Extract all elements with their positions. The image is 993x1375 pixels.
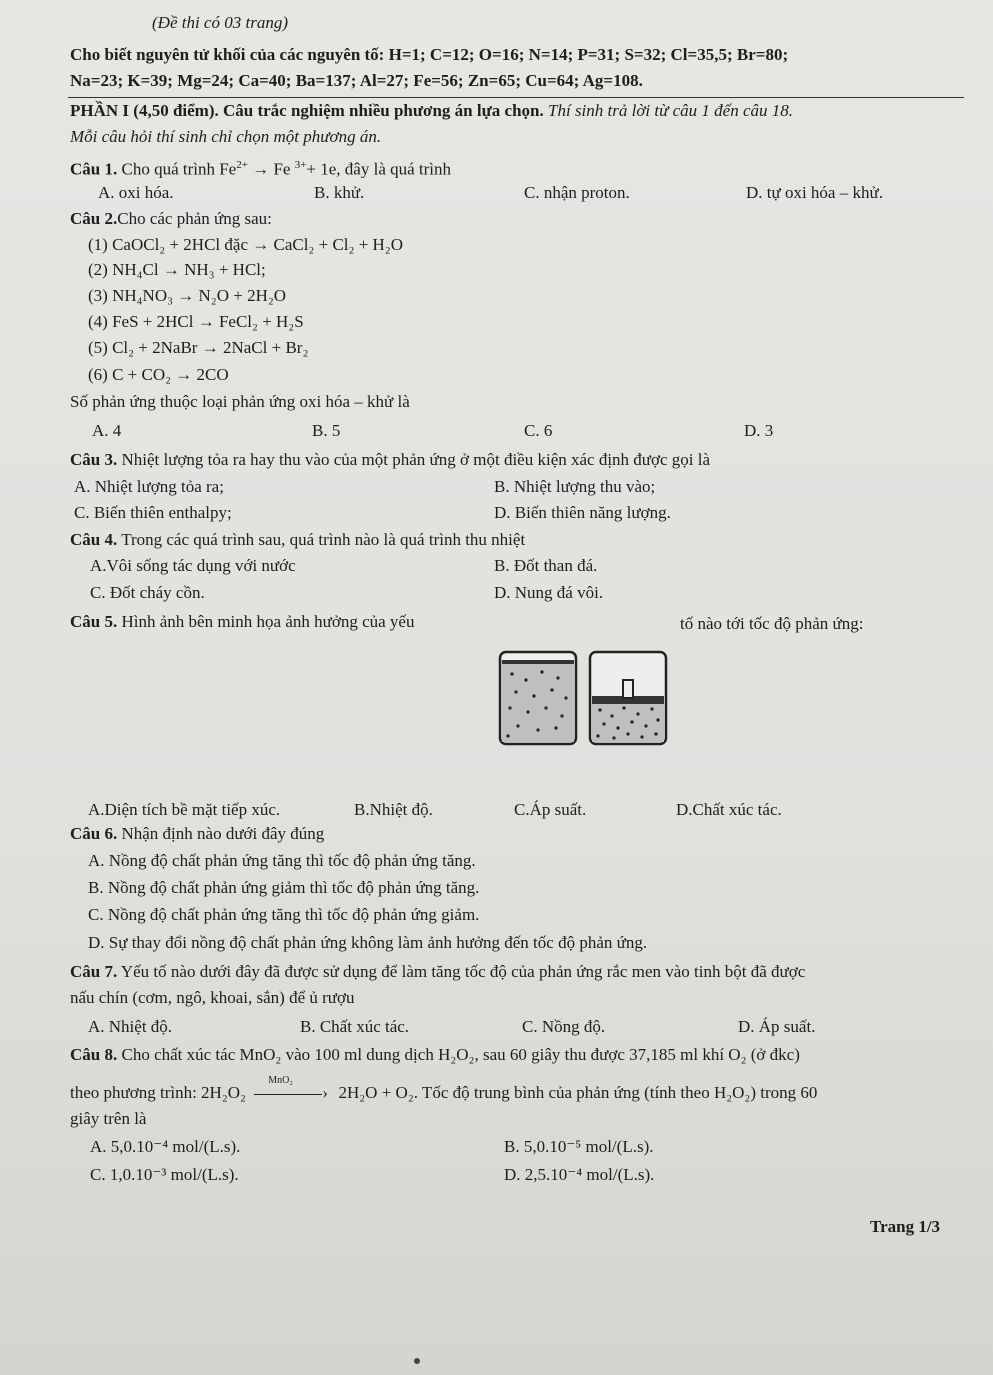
question-1: Câu 1. Cho quá trình $Fe^{2+} \to Fe$ $^{3+}$+ 1e, đây là quá trình: [70, 159, 452, 179]
reaction-3: (3) NH₄NO₃ → N₂O + 2H₂O: [88, 286, 287, 305]
reaction-5: (5) Cl₂ + 2NaBr → 2NaCl + Br₂: [88, 338, 309, 357]
q1-option-b[interactable]: B. khử.: [314, 183, 365, 202]
part1-instruction-2: Mỗi câu hỏi thí sinh chỉ chọn một phương án.: [70, 127, 382, 146]
q8-option-b[interactable]: B. 5,0.10⁻⁵ mol/(L.s).: [504, 1137, 654, 1156]
reaction-6: (6) C + CO₂ → 2CO: [88, 365, 229, 384]
reaction-2: (2) NH₄Cl → NH₃ + HCl;: [88, 260, 266, 279]
q8-option-c[interactable]: C. 1,0.10⁻³ mol/(L.s).: [90, 1165, 239, 1184]
question-5: Câu 5. Hình ảnh bên minh họa ảnh hưởng của yếu: [70, 612, 415, 631]
q5-text-right: tố nào tới tốc độ phản ứng:: [680, 614, 864, 633]
q2-option-a[interactable]: A. 4: [92, 421, 122, 440]
q4-option-d[interactable]: D. Nung đá vôi.: [494, 583, 604, 602]
q3-option-b[interactable]: B. Nhiệt lượng thu vào;: [494, 477, 656, 496]
q8-option-d[interactable]: D. 2,5.10⁻⁴ mol/(L.s).: [504, 1165, 655, 1184]
q1-option-d[interactable]: D. tự oxi hóa – khử.: [746, 183, 883, 202]
q6-option-b[interactable]: B. Nồng độ chất phản ứng giảm thì tốc độ phản ứng tăng.: [88, 878, 480, 897]
q2-option-b[interactable]: B. 5: [312, 421, 341, 440]
q2-option-d[interactable]: D. 3: [744, 421, 774, 440]
q8-option-a[interactable]: A. 5,0.10⁻⁴ mol/(L.s).: [90, 1137, 241, 1156]
q5-option-a[interactable]: A.Diện tích bề mặt tiếp xúc.: [88, 800, 281, 819]
question-4: Câu 4. Trong các quá trình sau, quá trình nào là quá trình thu nhiệt: [70, 530, 526, 549]
paper-mark: [414, 1358, 420, 1364]
question-8: Câu 8. Cho chất xúc tác MnO₂ vào 100 ml dung dịch H₂O₂, sau 60 giây thu được 37,185 ml khí O₂ (ở đkc): [70, 1045, 800, 1064]
q5-option-b[interactable]: B.Nhiệt độ.: [354, 800, 433, 819]
q5-option-c[interactable]: C.Áp suất.: [514, 800, 587, 819]
question-6: Câu 6. Nhận định nào dưới đây đúng: [70, 824, 325, 843]
part1-title: PHẦN I (4,50 điểm). Câu trắc nghiệm nhiều phương án lựa chọn.: [70, 101, 544, 120]
q7-text-2: nấu chín (cơm, ngô, khoai, sắn) để ủ rượu: [70, 988, 355, 1007]
q4-option-b[interactable]: B. Đốt than đá.: [494, 556, 598, 575]
divider: [68, 97, 964, 98]
q6-option-d[interactable]: D. Sự thay đổi nồng độ chất phản ứng không làm ảnh hưởng đến tốc độ phản ứng.: [88, 933, 648, 952]
q4-option-a[interactable]: A.Vôi sống tác dụng với nước: [90, 556, 296, 575]
page-number: Trang 1/3: [870, 1217, 941, 1236]
part1-heading: [70, 100, 793, 122]
catalyst-arrow: MnO₂ ›: [254, 1082, 330, 1104]
question-label: Câu 1.: [70, 159, 118, 179]
q2-option-c[interactable]: C. 6: [524, 421, 553, 440]
q1-option-c[interactable]: C. nhận proton.: [524, 183, 630, 202]
reaction-4: (4) FeS + 2HCl → FeCl₂ + H₂S: [88, 312, 304, 331]
q8-text-3: giây trên là: [70, 1109, 147, 1128]
q8-equation-line: theo phương trình: 2H₂O₂ MnO₂ › 2H₂O + O₂. Tốc độ trung bình của phản ứng (tính theo H₂O₂) trong 60: [70, 1075, 818, 1102]
reaction-1: (1) CaOCl₂ + 2HCl đặc → CaCl₂ + Cl₂ + H₂O: [88, 235, 404, 254]
q1-option-a[interactable]: A. oxi hóa.: [98, 183, 174, 202]
part1-instruction: Thí sinh trả lời từ câu 1 đến câu 18.: [548, 101, 794, 120]
beaker-illustration: [496, 646, 676, 748]
question-7: Câu 7. Yếu tố nào dưới đây đã được sử dụng để làm tăng tốc độ của phản ứng rắc men vào tinh bột đã được: [70, 962, 806, 981]
q7-option-d[interactable]: D. Áp suất.: [738, 1017, 816, 1036]
atomic-mass-line-2: Na=23; K=39; Mg=24; Ca=40; Ba=137; Al=27; Fe=56; Zn=65; Cu=64; Ag=108.: [70, 71, 643, 90]
q2-question: Số phản ứng thuộc loại phản ứng oxi hóa – khử là: [70, 392, 410, 411]
q5-option-d[interactable]: D.Chất xúc tác.: [676, 800, 782, 819]
q6-option-a[interactable]: A. Nồng độ chất phản ứng tăng thì tốc độ phản ứng tăng.: [88, 851, 476, 870]
page-count-note: (Đề thi có 03 trang): [152, 13, 288, 32]
q7-option-b[interactable]: B. Chất xúc tác.: [300, 1017, 410, 1036]
question-2: Câu 2.Cho các phản ứng sau:: [70, 209, 272, 228]
q3-option-d[interactable]: D. Biến thiên năng lượng.: [494, 503, 671, 522]
q7-option-c[interactable]: C. Nồng độ.: [522, 1017, 606, 1036]
q3-option-a[interactable]: A. Nhiệt lượng tỏa ra;: [74, 477, 224, 496]
q4-option-c[interactable]: C. Đốt cháy cồn.: [90, 583, 205, 602]
q6-option-c[interactable]: C. Nồng độ chất phản ứng tăng thì tốc độ phản ứng giảm.: [88, 905, 480, 924]
question-3: Câu 3. Nhiệt lượng tỏa ra hay thu vào của một phản ứng ở một điều kiện xác định được gọi là: [70, 450, 711, 469]
beaker-open-icon: [500, 652, 576, 744]
beaker-piston-icon: [590, 652, 666, 744]
q3-option-c[interactable]: C. Biến thiên enthalpy;: [74, 503, 232, 522]
q7-option-a[interactable]: A. Nhiệt độ.: [88, 1017, 173, 1036]
atomic-mass-line-1: Cho biết nguyên tử khối của các nguyên tố: H=1; C=12; O=16; N=14; P=31; S=32; Cl=35,5; Br=80;: [70, 45, 789, 64]
